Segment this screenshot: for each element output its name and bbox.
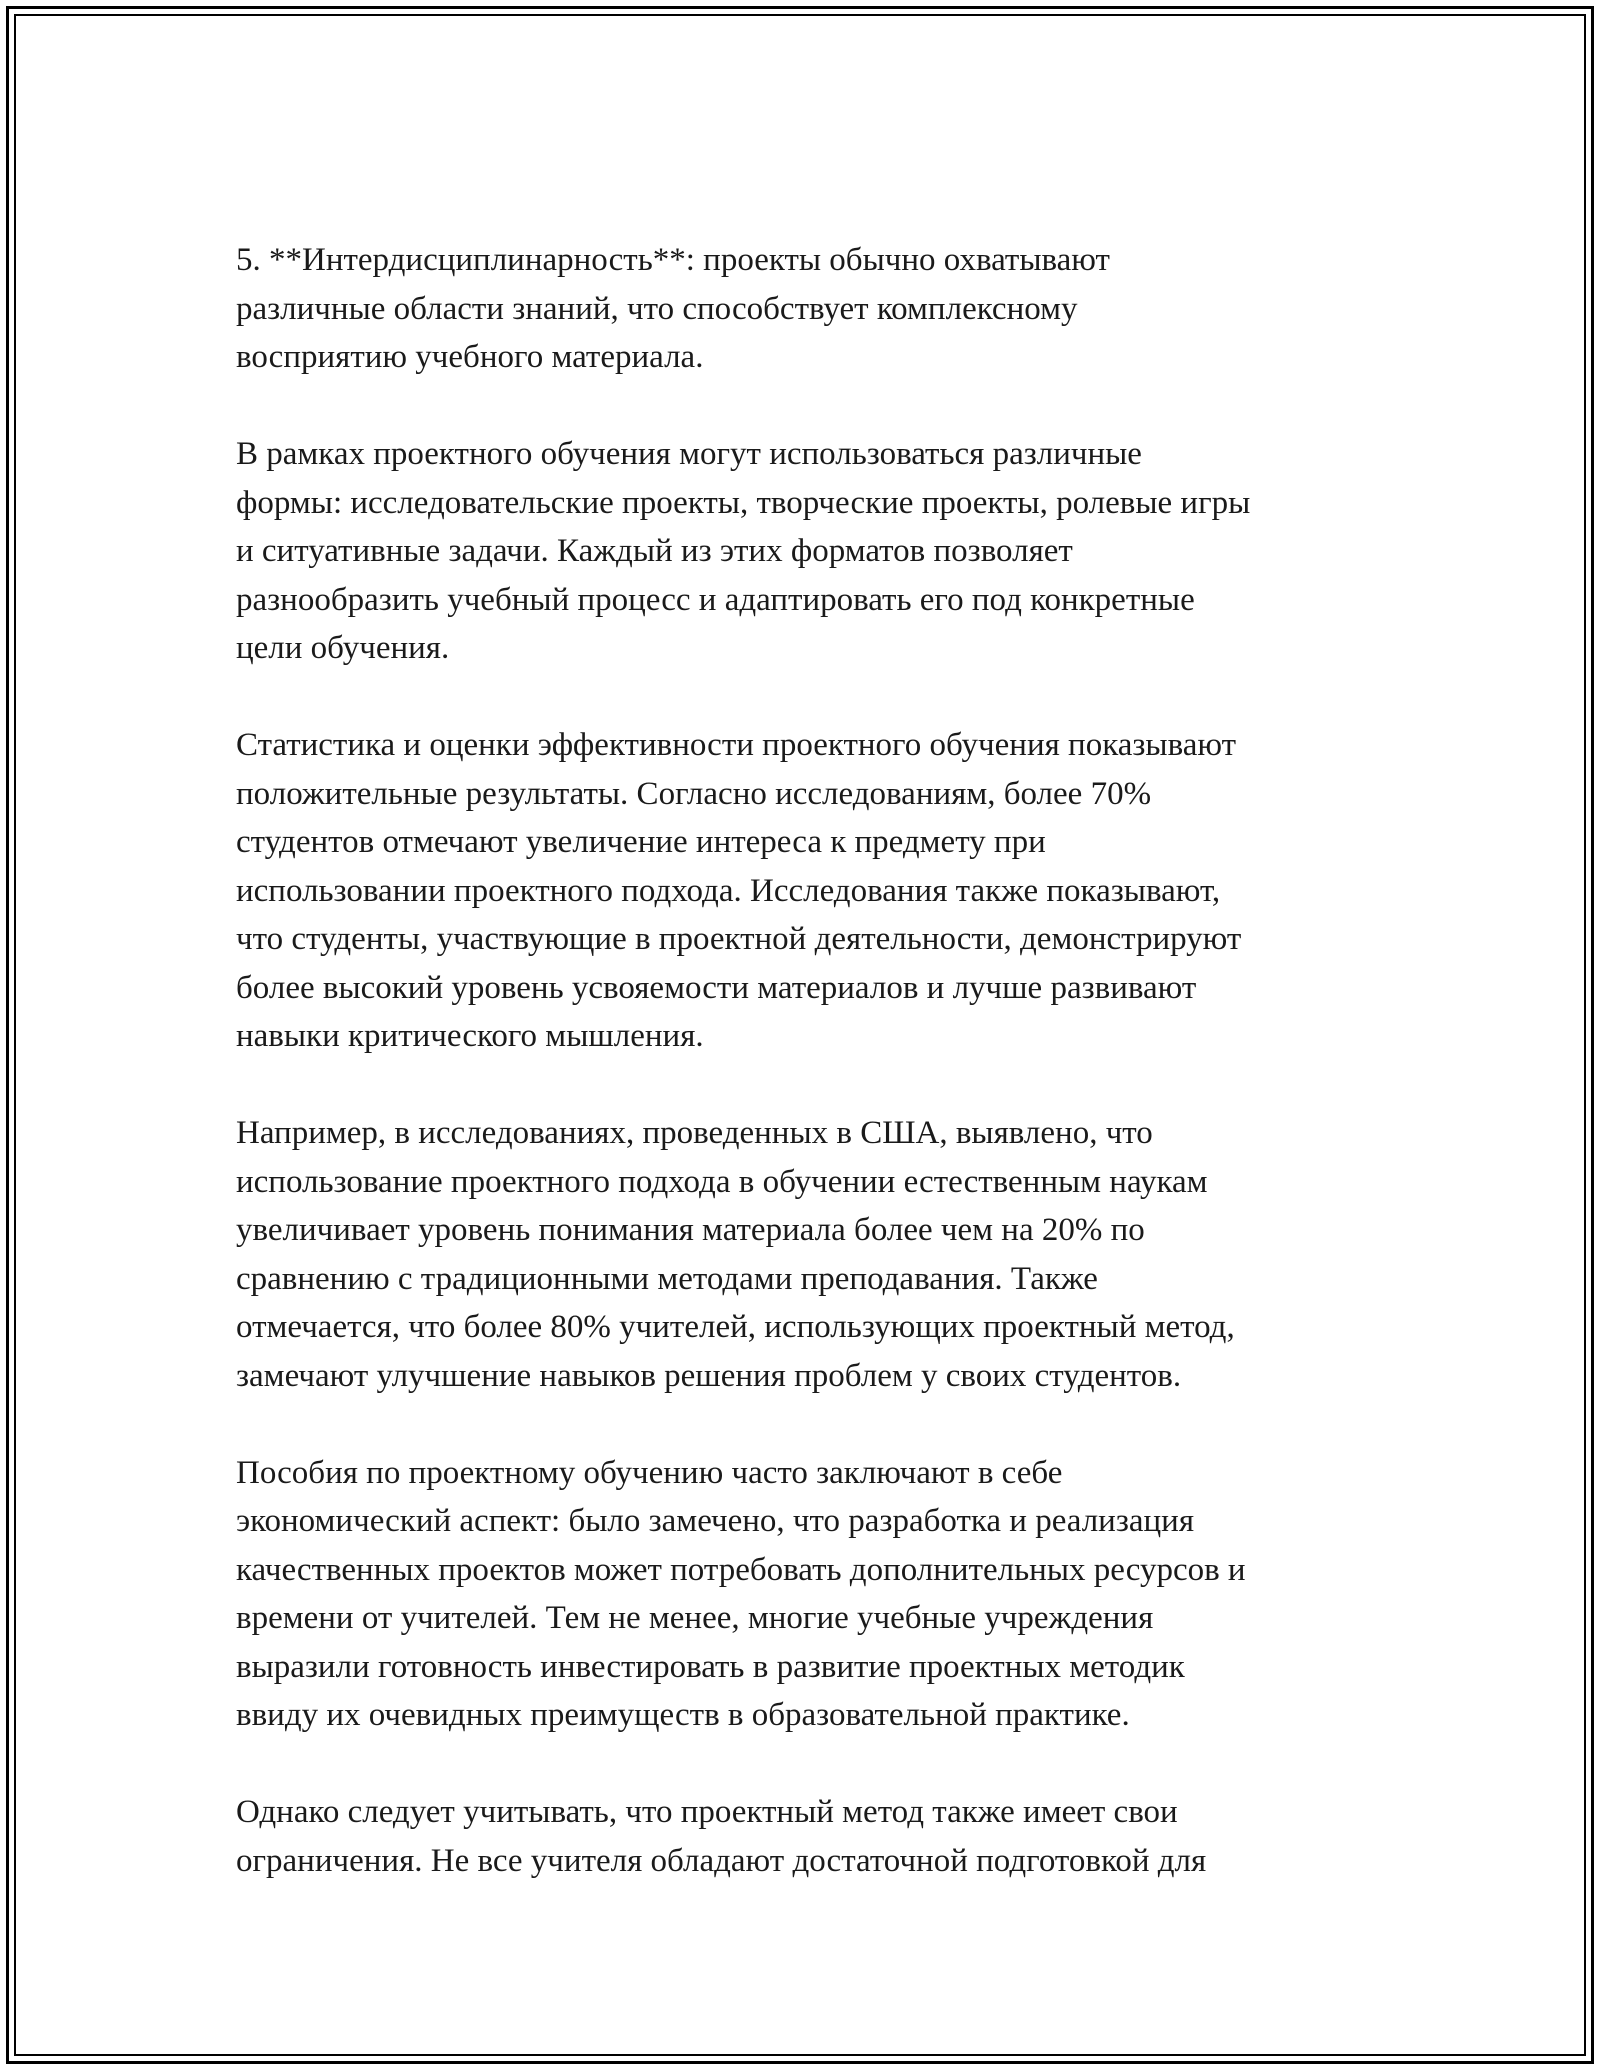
text-line: сравнению с традиционными методами преподавания. Также [236, 1260, 1098, 1297]
text-line: экономический аспект: было замечено, что разработка и реализация [236, 1503, 1194, 1539]
paragraph-project-forms [236, 430, 1396, 673]
text-line: различные области знаний, что способствует комплексному [236, 290, 1078, 327]
text-line: ввиду их очевидных преимуществ в образовательной практике. [236, 1697, 1130, 1733]
document-body [236, 236, 1396, 1934]
text-line: Например, в исследованиях, проведенных в США, выявлено, что [236, 1115, 1153, 1151]
text-line: цели обучения. [236, 630, 450, 666]
text-line: качественных проектов может потребовать дополнительных ресурсов и [236, 1551, 1246, 1588]
text-line: выразили готовность инвестировать в развитие проектных методик [236, 1648, 1185, 1685]
text-line: ограничения. Не все учителя обладают достаточной подготовкой для [236, 1842, 1207, 1879]
text-line: 5. **Интердисциплинарность**: проекты обычно охватывают [236, 242, 1110, 278]
text-line: замечают улучшение навыков решения проблем у своих студентов. [236, 1357, 1182, 1394]
text-line: увеличивает уровень понимания материала более чем на 20% по [236, 1212, 1145, 1248]
text-line: студентов отмечают увеличение интереса к предмету при [236, 824, 1046, 860]
text-line: Пособия по проектному обучению часто заключают в себе [236, 1454, 1063, 1491]
text-line: разнообразить учебный процесс и адаптировать его под конкретные [236, 581, 1195, 618]
text-line: формы: исследовательские проекты, творческие проекты, ролевые игры [236, 484, 1251, 521]
paragraph-economic-aspect [236, 1449, 1396, 1740]
paragraph-statistics [236, 721, 1396, 1061]
text-line: В рамках проектного обучения могут использоваться различные [236, 436, 1142, 472]
text-line: Статистика и оценки эффективности проектного обучения показывают [236, 727, 1237, 763]
text-line: что студенты, участвующие в проектной деятельности, демонстрируют [236, 921, 1242, 957]
text-line: использовании проектного подхода. Исследования также показывают, [236, 872, 1221, 909]
text-line: более высокий уровень усвояемости материалов и лучше развивают [236, 969, 1197, 1006]
paragraph-interdisciplinarity [236, 236, 1396, 382]
text-line: положительные результаты. Согласно исследованиям, более 70% [236, 775, 1152, 812]
text-line: времени от учителей. Тем не менее, многие учебные учреждения [236, 1600, 1154, 1636]
paragraph-usa-research [236, 1109, 1396, 1400]
text-line: и ситуативные задачи. Каждый из этих форматов позволяет [236, 533, 1073, 569]
text-line: отмечается, что более 80% учителей, использующих проектный метод, [236, 1309, 1235, 1345]
text-line: использование проектного подхода в обучении естественным наукам [236, 1163, 1208, 1200]
text-line: восприятию учебного материала. [236, 339, 704, 375]
text-line: навыки критического мышления. [236, 1018, 704, 1054]
paragraph-limitations [236, 1788, 1396, 1885]
text-line: Однако следует учитывать, что проектный метод также имеет свои [236, 1794, 1178, 1830]
